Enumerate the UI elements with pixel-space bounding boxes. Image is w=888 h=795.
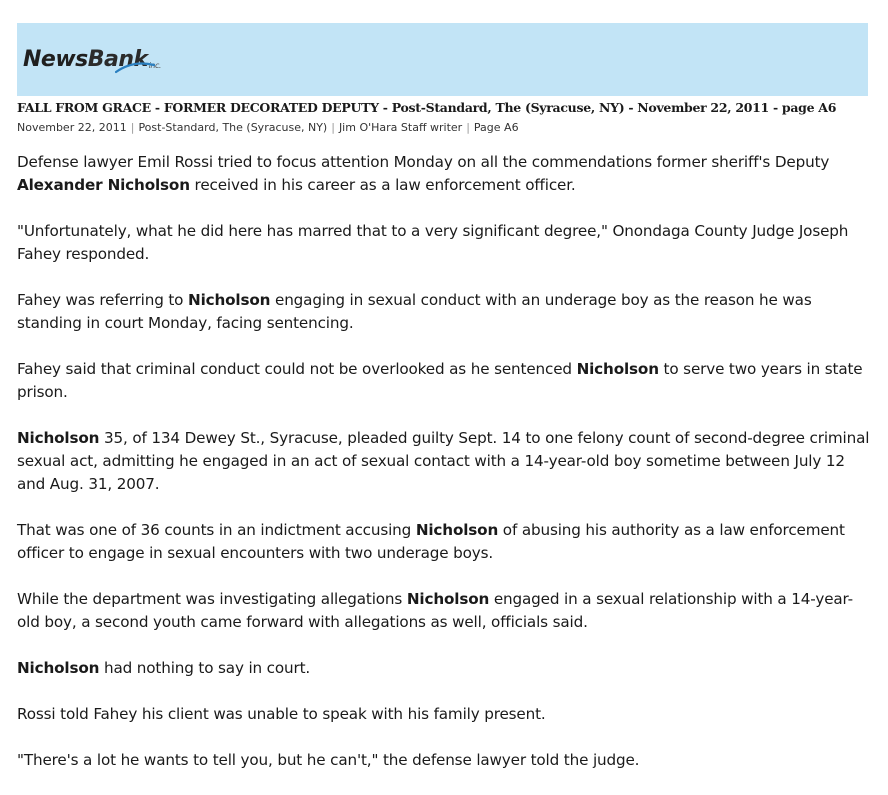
article-paragraph <box>17 358 875 404</box>
highlighted-name: Nicholson <box>17 429 100 447</box>
logo-news-text: News <box>23 47 88 72</box>
article-paragraph <box>17 519 875 565</box>
article-body <box>17 151 875 795</box>
meta-date: November 22, 2011 <box>17 121 127 134</box>
paragraph-text: had nothing to say in court. <box>99 659 311 677</box>
meta-page: Page A6 <box>473 121 519 134</box>
meta-separator: | <box>130 121 135 134</box>
article-paragraph <box>17 151 875 197</box>
paragraph-text: received in his career as a law enforcement officer. <box>189 176 576 194</box>
logo-bank-text: Bank <box>87 47 148 72</box>
meta-source: Post-Standard, The (Syracuse, NY) <box>138 121 328 134</box>
paragraph-text: Fahey said that criminal conduct could not be overlooked as he sentenced <box>17 360 577 378</box>
highlighted-name: Nicholson <box>406 590 490 608</box>
paragraph-text: Defense lawyer Emil Rossi tried to focus attention Monday on all the commendations former sheriff's Deputy <box>17 153 830 171</box>
paragraph-text: "There's a lot he wants to tell you, but he can't," the defense lawyer told the judge. <box>17 751 640 769</box>
article-paragraph <box>17 657 875 680</box>
article-paragraph <box>17 749 875 772</box>
paragraph-text: Fahey was referring to <box>17 291 189 309</box>
header-banner <box>17 23 868 96</box>
article-paragraph <box>17 427 875 496</box>
logo-inc-text: inc. <box>148 61 161 70</box>
paragraph-text: While the department was investigating allegations <box>17 590 407 608</box>
highlighted-name: Nicholson <box>17 659 100 677</box>
paragraph-text: Rossi told Fahey his client was unable to speak with his family present. <box>17 705 546 723</box>
article-headline: FALL FROM GRACE - FORMER DECORATED DEPUTY - Post-Standard, The (Syracuse, NY) - November 22, 2011 - page A6 <box>17 100 837 115</box>
highlighted-name: Nicholson <box>188 291 271 309</box>
paragraph-text: engaged in a sexual relationship with a 14-year-old boy, a second youth came forward with allegations as well, officials said. <box>17 590 853 631</box>
paragraph-text: That was one of 36 counts in an indictment accusing <box>17 521 416 539</box>
newsbank-logo[interactable] <box>23 47 161 79</box>
article-paragraph <box>17 220 875 266</box>
meta-author: Jim O'Hara Staff writer <box>338 121 463 134</box>
paragraph-text: engaging in sexual conduct with an underage boy as the reason he was standing in court Monday, facing sentencing. <box>17 291 812 332</box>
paragraph-text: 35, of 134 Dewey St., Syracuse, pleaded guilty Sept. 14 to one felony count of second-degree criminal sexual act, admitting he engaged in an act of sexual contact with a 14-year-old boy sometime between July 12 and Aug. 31, 2007. <box>17 429 870 493</box>
paragraph-text: "Unfortunately, what he did here has marred that to a very significant degree," Onondaga County Judge Joseph Fahey responded. <box>17 222 849 263</box>
highlighted-name: Alexander Nicholson <box>17 176 190 194</box>
paragraph-text: of abusing his authority as a law enforcement officer to engage in sexual encounters with two underage boys. <box>17 521 845 562</box>
article-meta <box>17 120 519 135</box>
logo-swoosh-icon <box>115 62 155 74</box>
meta-separator: | <box>331 121 335 134</box>
article-paragraph <box>17 703 875 726</box>
article-paragraph <box>17 289 875 335</box>
paragraph-text: to serve two years in state prison. <box>17 360 863 401</box>
article-paragraph <box>17 588 875 634</box>
highlighted-name: Nicholson <box>576 360 659 378</box>
highlighted-name: Nicholson <box>415 521 499 539</box>
meta-separator: | <box>466 121 470 134</box>
